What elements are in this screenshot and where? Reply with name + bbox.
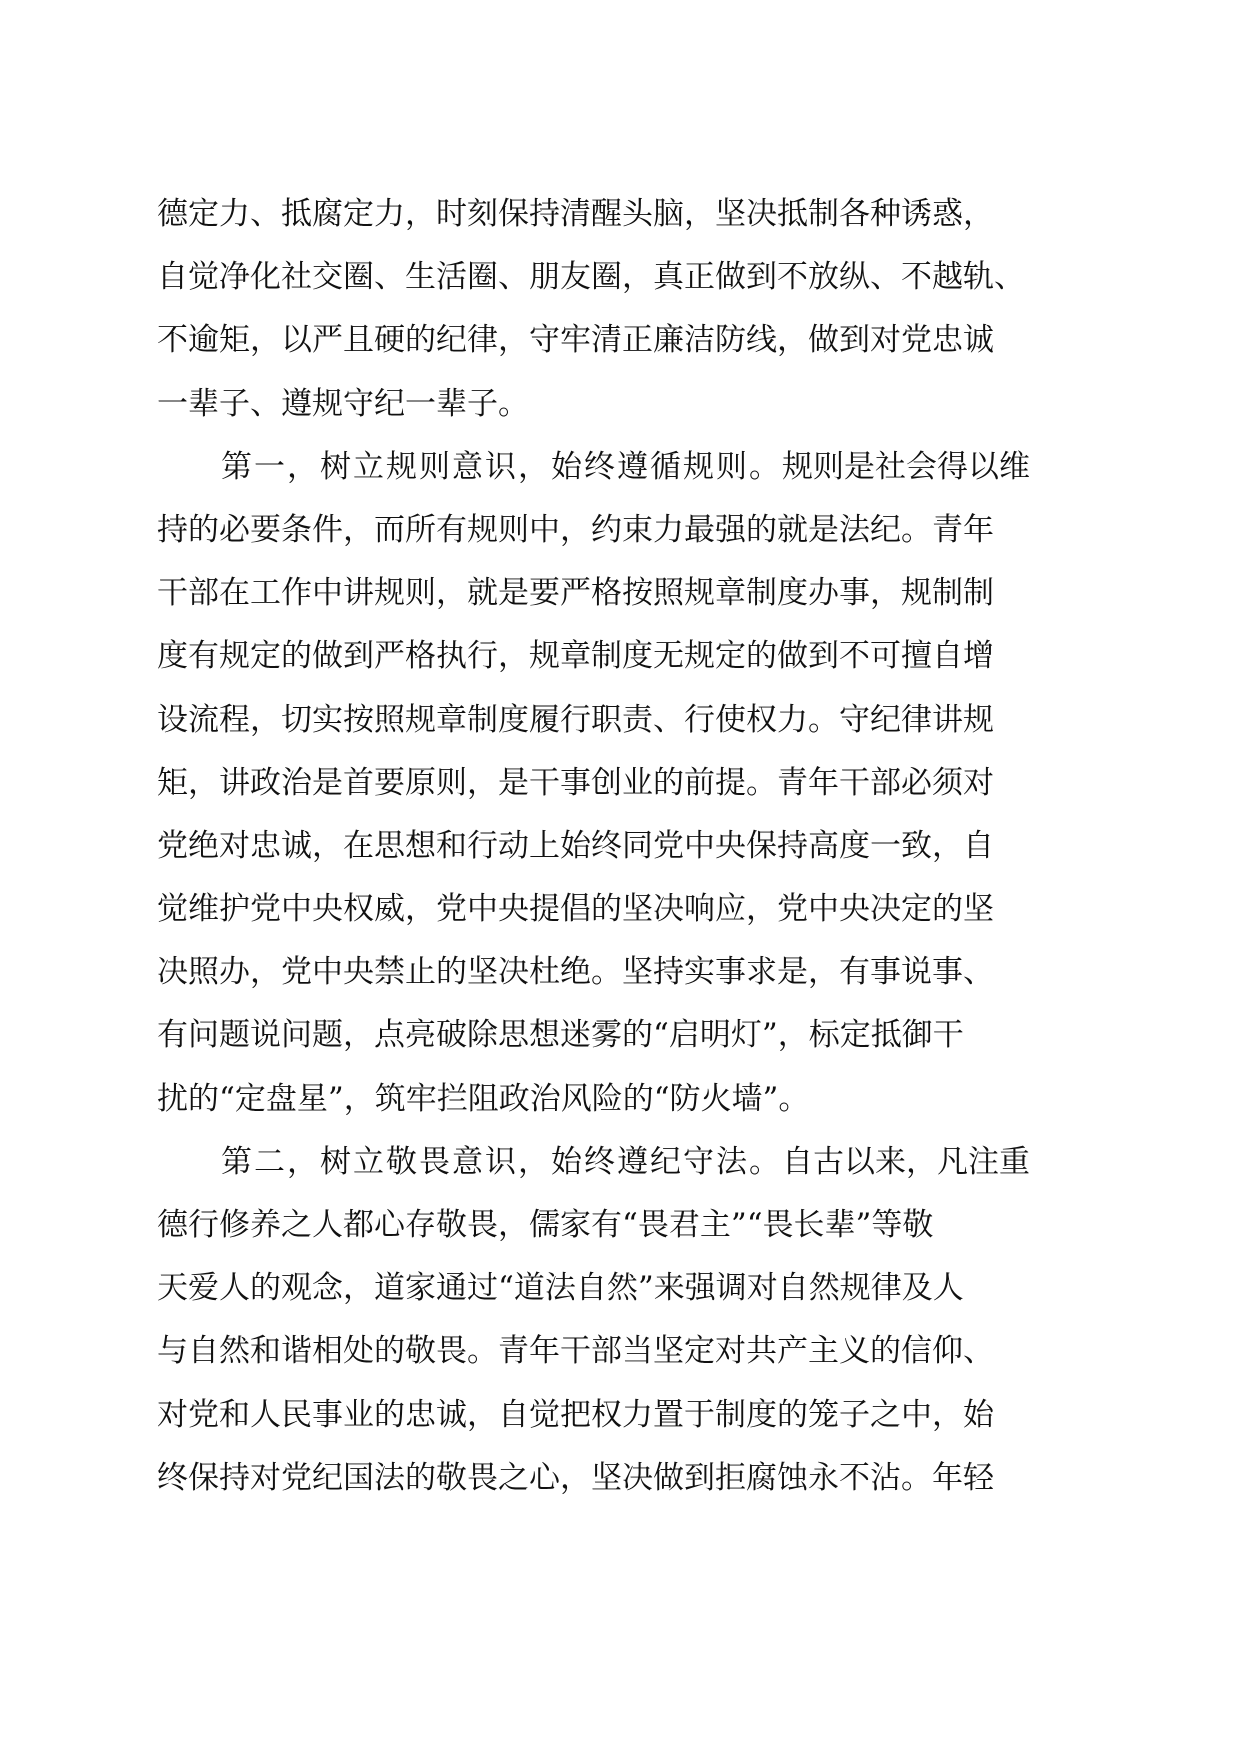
section-heading-1: 第一，树立规则意识，始终遵循规则。 [221, 448, 782, 485]
text-line: 一辈子、遵规守纪一辈子。 [157, 385, 529, 422]
text-run: 规则是社会得以维 [782, 448, 1030, 485]
text-line: 德定力、抵腐定力，时刻保持清醒头脑，坚决抵制各种诱惑， [157, 196, 994, 232]
text-line: 矩，讲政治是首要原则，是干事创业的前提。青年干部必须对 [157, 764, 994, 801]
paragraph-first-line [157, 436, 1097, 499]
text-run: 自古以来，凡注重 [782, 1143, 1030, 1180]
paragraph-first-line [157, 1131, 1097, 1194]
text-line: 决照办，党中央禁止的坚决杜绝。坚持实事求是，有事说事、 [157, 954, 994, 991]
text-line: 终保持对党纪国法的敬畏之心，坚决做到拒腐蚀永不沾。年轻 [157, 1459, 994, 1496]
text-line: 觉维护党中央权威，党中央提倡的坚决响应，党中央决定的坚 [157, 891, 994, 928]
text-line: 自觉净化社交圈、生活圈、朋友圈，真正做到不放纵、不越轨、 [157, 259, 1025, 296]
text-line: 持的必要条件，而所有规则中，约束力最强的就是法纪。青年 [157, 511, 994, 548]
text-line: 度有规定的做到严格执行，规章制度无规定的做到不可擅自增 [157, 638, 994, 675]
text-line: 对党和人民事业的忠诚，自觉把权力置于制度的笼子之中，始 [157, 1396, 994, 1433]
text-line: 德行修养之人都心存敬畏，儒家有“畏君主”“畏长辈”等敬 [157, 1207, 934, 1243]
text-line: 有问题说问题，点亮破除思想迷雾的“启明灯”，标定抵御干 [157, 1017, 964, 1054]
text-line: 党绝对忠诚，在思想和行动上始终同党中央保持高度一致，自 [157, 827, 994, 864]
text-line: 与自然和谐相处的敬畏。青年干部当坚定对共产主义的信仰、 [157, 1333, 994, 1370]
text-line: 扰的“定盘星”，筑牢拦阻政治风险的“防火墙”。 [157, 1080, 810, 1117]
text-line: 干部在工作中讲规则，就是要严格按照规章制度办事，规制制 [157, 575, 994, 612]
text-line: 天爱人的观念，道家通过“道法自然”来强调对自然规律及人 [157, 1270, 964, 1307]
section-heading-2: 第二，树立敬畏意识，始终遵纪守法。 [221, 1143, 782, 1180]
body-text [157, 183, 1097, 1510]
text-line: 设流程，切实按照规章制度履行职责、行使权力。守纪律讲规 [157, 701, 994, 738]
text-line: 不逾矩，以严且硬的纪律，守牢清正廉洁防线，做到对党忠诚 [157, 322, 994, 359]
